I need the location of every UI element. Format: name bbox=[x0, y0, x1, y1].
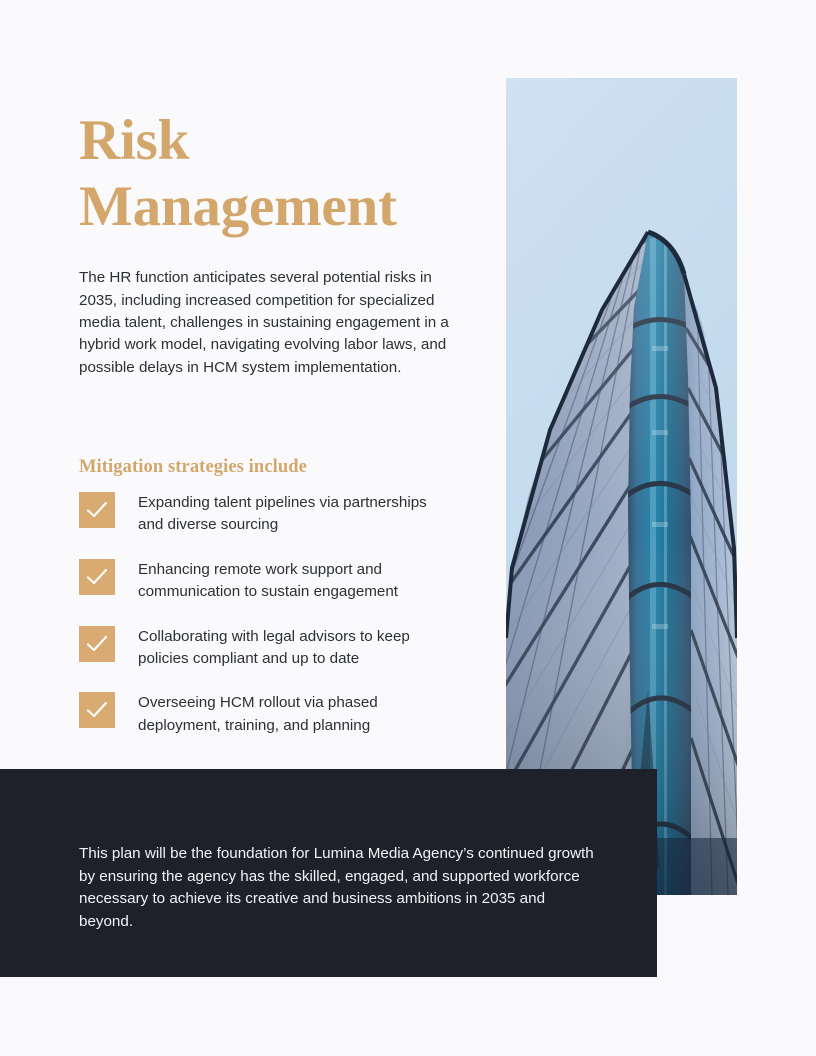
page-title-line-1: Risk bbox=[79, 109, 190, 173]
list-item bbox=[79, 559, 479, 604]
check-icon bbox=[79, 492, 115, 528]
page-title-line-2: Management bbox=[79, 175, 397, 239]
check-icon bbox=[79, 626, 115, 662]
footer-paragraph: This plan will be the foundation for Lumina Media Agency’s continued growth by ensuring the agency has the skilled, engaged, and supported workforce necessary to achieve its creative and business ambitions in 2035 and beyond. bbox=[79, 845, 594, 930]
mitigation-checklist bbox=[79, 492, 479, 737]
list-item-label: Overseeing HCM rollout via phased deployment, training, and planning bbox=[138, 694, 378, 734]
list-item bbox=[79, 692, 479, 737]
list-item bbox=[79, 492, 479, 537]
list-item-label: Enhancing remote work support and communication to sustain engagement bbox=[138, 560, 399, 601]
page-title bbox=[79, 108, 479, 240]
check-icon bbox=[79, 692, 115, 728]
mitigation-subheading: Mitigation strategies include bbox=[79, 457, 307, 478]
intro-paragraph: The HR function anticipates several potential risks in 2035, including increased competition for specialized media talent, challenges in sustaining engagement in a hybrid work model, navigating evolving labor laws, and possible delays in HCM system implementation. bbox=[79, 269, 449, 376]
check-icon bbox=[79, 559, 115, 595]
list-item-label: Collaborating with legal advisors to keep policies compliant and up to date bbox=[138, 627, 410, 668]
list-item bbox=[79, 626, 479, 671]
list-item-label: Expanding talent pipelines via partnerships and diverse sourcing bbox=[138, 494, 427, 534]
